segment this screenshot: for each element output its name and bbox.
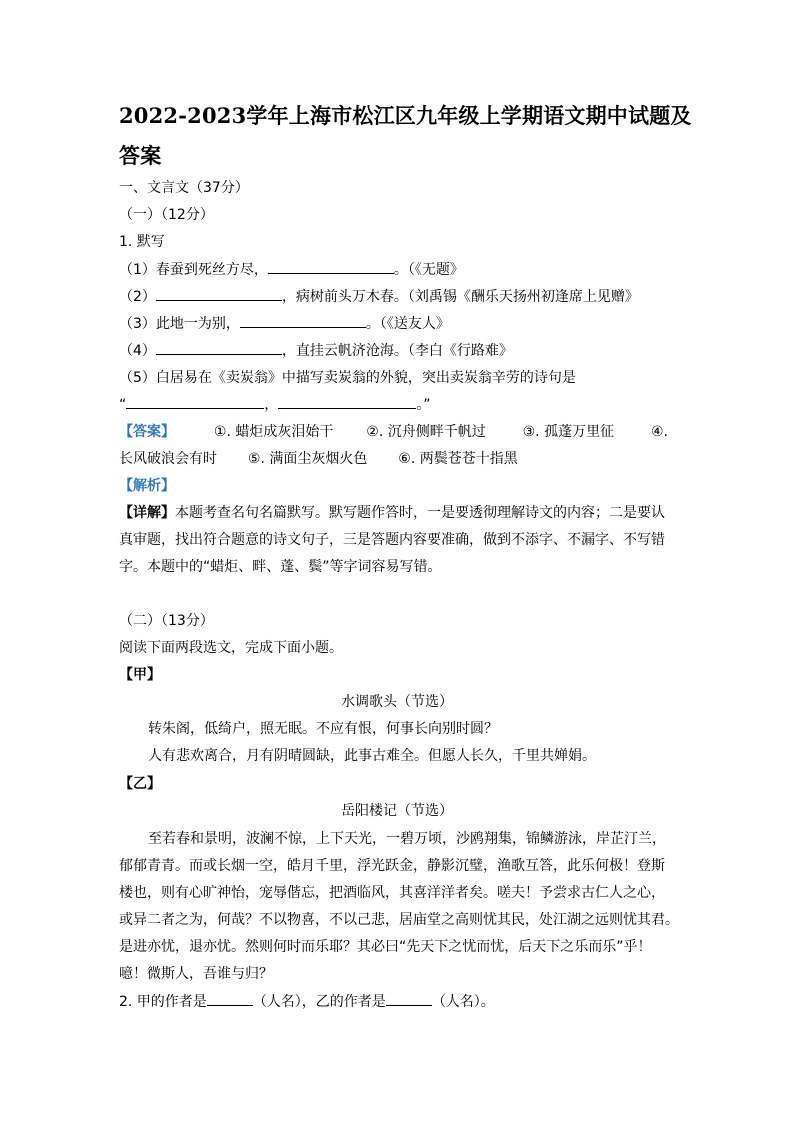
answer-item: ⑥. 两鬓苍苍十指黑 <box>398 451 518 467</box>
question-1-item-2: （2） ，病树前头万木春。（刘禹锡《酬乐天扬州初逢席上见赠》 <box>119 286 639 307</box>
detail-tag: 【详解】 <box>119 505 175 521</box>
part-heading-1: （一）（12分） <box>119 207 214 223</box>
question-1-item-4: （4） ，直挂云帆济沧海。（李白《行路难》 <box>119 340 513 361</box>
question-1-item-5-blanks: “ ， 。” <box>119 394 431 415</box>
answer-blank <box>278 394 416 409</box>
answer-blank <box>207 991 253 1006</box>
analysis-line-1: 【详解】本题考查名句名篇默写。默写题作答时，一是要透彻理解诗文的内容；二是要认 <box>119 505 665 521</box>
section-heading: 一、文言文（37分） <box>119 180 249 196</box>
analysis-tag: 【解析】 <box>119 478 175 494</box>
answer-item: ③. 孤蓬万里征 <box>522 424 615 440</box>
answer-tag: 【答案】 <box>119 424 175 440</box>
answer-item: 长风破浪会有时 <box>119 451 217 467</box>
answer-blank <box>156 340 282 355</box>
passage-yi-line: 郁郁青青。而或长烟一空，皓月千里，浮光跃金，静影沉璧，渔歌互答，此乐何极！登斯 <box>119 858 665 874</box>
passage-yi-line: 至若春和景明，波澜不惊，上下天光，一碧万顷，沙鸥翔集，锦鳞游泳，岸芷汀兰， <box>148 831 666 847</box>
answer-blank <box>386 991 432 1006</box>
answer-blank <box>126 394 264 409</box>
question-2: 2. 甲的作者是 （人名），乙的作者是 （人名）。 <box>119 991 495 1012</box>
passage-yi-title: 岳阳楼记（节选） <box>341 803 453 819</box>
question-1-item-3: （3）此地一为别， 。（《送友人》 <box>119 313 450 334</box>
answer-item: ⑤. 满面尘灰烟火色 <box>247 451 368 467</box>
question-1-item-5: （5）白居易在《卖炭翁》中描写卖炭翁的外貌，突出卖炭翁辛劳的诗句是 <box>119 370 576 386</box>
answer-blank <box>240 313 366 328</box>
passage-jia-line: 人有悲欢离合，月有阴晴圆缺，此事古难全。但愿人长久，千里共婵娟。 <box>148 748 596 764</box>
passage-jia-title: 水调歌头（节选） <box>341 694 453 710</box>
answer-line-2 <box>119 449 518 469</box>
passage-yi-line: 是进亦忧，退亦忧。然则何时而乐耶？其必曰“先天下之忧而忧，后天下之乐而乐”乎！ <box>119 939 652 955</box>
answer-item: ④. <box>650 424 668 440</box>
passage-jia-tag: 【甲】 <box>119 667 161 683</box>
answer-item: ①. 蜡炬成灰泪始干 <box>213 424 334 440</box>
part-2-intro: 阅读下面两段选文，完成下面小题。 <box>119 640 343 656</box>
passage-jia-line: 转朱阁，低绮户，照无眠。不应有恨，何事长向别时圆？ <box>148 721 498 737</box>
analysis-line-2: 真审题，找出符合题意的诗文句子，三是答题内容要准确，做到不添字、不漏字、不写错 <box>119 532 665 548</box>
passage-yi-line: 楼也，则有心旷神怡，宠辱偕忘，把酒临风，其喜洋洋者矣。嗟夫！予尝求古仁人之心， <box>119 885 665 901</box>
passage-yi-line: 噫！微斯人，吾谁与归？ <box>119 966 273 982</box>
document-title: 2022-2023学年上海市松江区九年级上学期语文期中试题及答案 <box>119 103 692 168</box>
answer-blank <box>156 286 282 301</box>
part-heading-2: （二）（13分） <box>119 613 214 629</box>
question-1-stem: 1. 默写 <box>119 234 165 250</box>
answer-line-1 <box>119 422 668 442</box>
passage-yi-tag: 【乙】 <box>119 776 161 792</box>
passage-yi-line: 或异二者之为，何哉？不以物喜，不以己悲，居庙堂之高则忧其民，处江湖之远则忧其君。 <box>119 912 679 928</box>
answer-blank <box>268 259 394 274</box>
question-1-item-1: （1）春蚕到死丝方尽， 。（《无题》 <box>119 259 464 280</box>
answer-item: ②. 沉舟侧畔千帆过 <box>366 424 486 440</box>
analysis-heading <box>119 476 175 496</box>
analysis-line-3: 字。本题中的“蜡炬、畔、蓬、鬓”等字词容易写错。 <box>119 559 442 575</box>
